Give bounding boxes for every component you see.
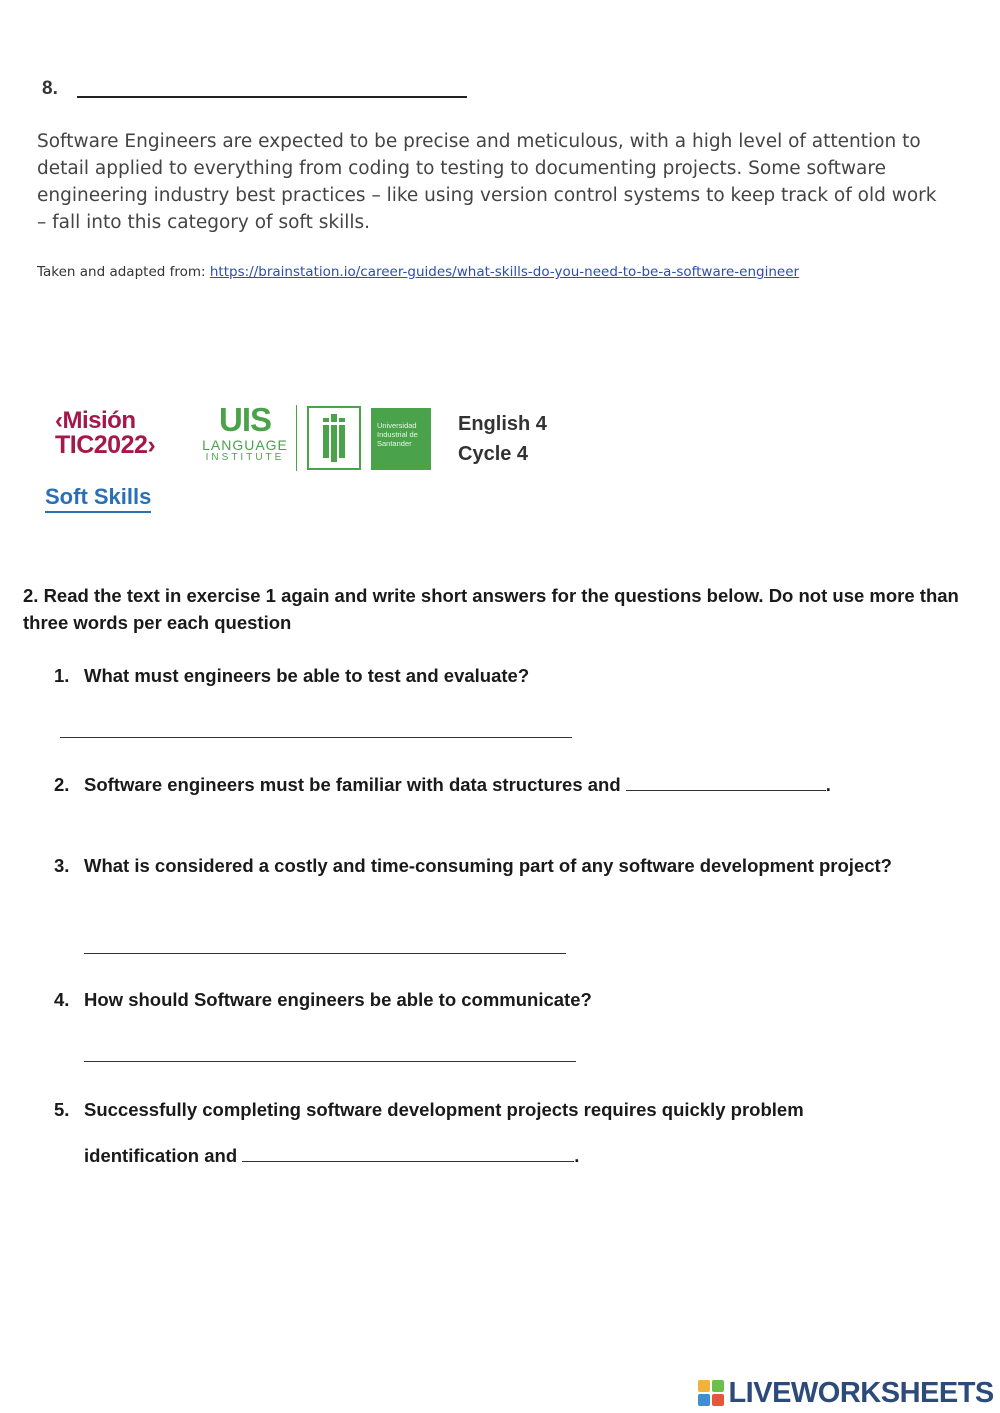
course-info (458, 409, 547, 469)
question-4-number: 4. (54, 989, 70, 1010)
question-3-number: 3. (54, 855, 70, 876)
item8-paragraph: Software Engineers are expected to be precise and meticulous, with a high level of attention to detail applied to everything from coding to testing to documenting projects. Some software engineering industry best practices – like using version control systems to keep track of old work – fall into this category of soft skills. (37, 131, 937, 233)
university-name-badge (371, 408, 431, 470)
question-5-answer-blank[interactable] (242, 1143, 574, 1162)
question-5-text-line1: Successfully completing software development projects requires quickly problem (84, 1099, 804, 1120)
source-link[interactable]: https://brainstation.io/career-guides/what-skills-do-you-need-to-be-a-software-engineer (209, 264, 800, 280)
source-prefix: Taken and adapted from: (37, 264, 210, 280)
cycle-title: Cycle 4 (458, 443, 529, 465)
mision-tic-logo (55, 407, 175, 470)
question-5-text-before: identification and (84, 1145, 243, 1166)
uis-wordmark: UIS (218, 401, 271, 438)
liveworksheets-logo-icon (698, 1380, 724, 1406)
question-2-text (84, 771, 831, 798)
question-2-text-before: Software engineers must be familiar with data structures and (84, 774, 626, 795)
language-wordmark: LANGUAGE (202, 437, 288, 453)
question-5-number: 5. (54, 1099, 70, 1120)
course-title: English 4 (458, 413, 547, 435)
program-title: Soft Skills (45, 484, 151, 513)
institute-wordmark: INSTITUTE (205, 452, 285, 463)
question-3-answer-line[interactable] (84, 953, 566, 954)
question-5-text-after: . (574, 1145, 580, 1166)
question-2-number: 2. (54, 774, 70, 795)
item8-answer-line[interactable] (77, 96, 467, 98)
logo-divider (296, 405, 297, 471)
university-line2: Industrial de (377, 430, 418, 439)
mision-logo-line2: TIC2022› (55, 431, 156, 459)
question-1-answer-line[interactable] (60, 737, 572, 738)
source-citation (37, 264, 799, 280)
item-number-8: 8. (42, 78, 58, 99)
exercise2-instructions: 2. Read the text in exercise 1 again and write short answers for the questions below. Do not use more than three words per each question (23, 585, 959, 633)
university-line3: Santander (377, 439, 412, 448)
liveworksheets-wordmark: LIVEWORKSHEETS (728, 1377, 994, 1409)
question-4-text: How should Software engineers be able to communicate? (84, 989, 592, 1010)
question-2-answer-blank[interactable] (626, 772, 826, 791)
question-1-text: What must engineers be able to test and evaluate? (84, 665, 530, 686)
question-5-text-line2 (84, 1142, 579, 1169)
mision-logo-line1: ‹Misión (55, 407, 136, 434)
university-emblem-icon (307, 406, 361, 470)
liveworksheets-brand (698, 1378, 994, 1408)
question-2-text-after: . (825, 774, 831, 795)
question-3-text: What is considered a costly and time-consuming part of any software development project? (84, 855, 892, 876)
question-4-answer-line[interactable] (84, 1061, 576, 1062)
uis-language-institute-logo (200, 402, 290, 474)
university-line1: Universidad (377, 421, 417, 430)
question-1-number: 1. (54, 665, 70, 686)
